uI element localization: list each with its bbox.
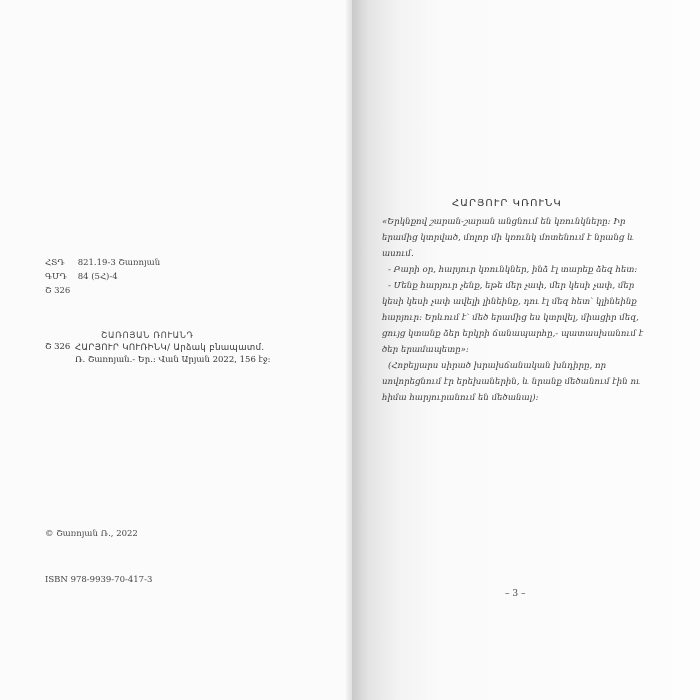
page-number: – 3 – (505, 589, 526, 599)
book-title-line: ՀԱՐՅՈՒՐ ԿՈՒՌԻՆԿ/ Արձակ բնապատմ. (75, 343, 265, 353)
udc-value: 821.19-3 Շառոյան (77, 258, 161, 268)
chapter-title: ՀԱՐՅՈՒՐ ԿՌՈՒՆԿ (452, 198, 562, 209)
catalog-entry (45, 330, 271, 366)
lbc-label: ԳՄԴ (45, 272, 67, 282)
author-mark-line (45, 286, 75, 296)
paragraph-4: (Հոբելյարս սիրած խրախճանական խնդիրը, որ սովորեցնում էր երեխաներին, և նրանք մեծանում էին ու հիմա հարյուրանում են մեծանալ): (382, 361, 641, 403)
paragraph-2: - Բարի օր, հարյուր կռունկներ, ինձ էլ տարեք ձեզ հետ: (388, 265, 638, 275)
author-heading: ՇԱՌՈՅԱՆ ՌՈՒԱՆԴ (101, 331, 194, 341)
udc-label: ՀՏԴ (45, 258, 65, 268)
lbc-value: 84 (5Հ)-4 (77, 272, 118, 282)
udc-line (45, 258, 160, 268)
isbn: ISBN 978-9939-70-417-3 (45, 575, 153, 585)
author-mark-label: Շ 326 (45, 286, 71, 296)
entry-code: Շ 326 (45, 342, 71, 352)
publication-line: Ռ. Շառոյան.- Եր.: Վան Արյան 2022, 156 էջ: (75, 355, 271, 365)
copyright: © Շառոյան Ռ., 2022 (45, 529, 138, 539)
paragraph-3: - Մենք հարյուր չենք, եթե մեր չափ, մեր կեսի չափ, մեր կեսի կեսի չափ ավելի լինեինք, դու էլ մեզ հետ՝ կլինեինք հարյուր: Երևում է՝ մեծ երամից ես կտրվել, միացիր մեզ, ցույց կտանք ձեր երկրի ճանապարհը,- պատասխանում է ծեր երամապետը»: (382, 281, 644, 355)
paragraph-1: «Երկնքով շարան-շարան անցնում են կռունկները: Իր երամից կտրված, մոլոր մի կռունկ մոտենում է նրանց և ասում. (382, 217, 634, 259)
story-text (382, 214, 644, 406)
entry-body (75, 330, 271, 366)
lbc-line (45, 272, 118, 282)
